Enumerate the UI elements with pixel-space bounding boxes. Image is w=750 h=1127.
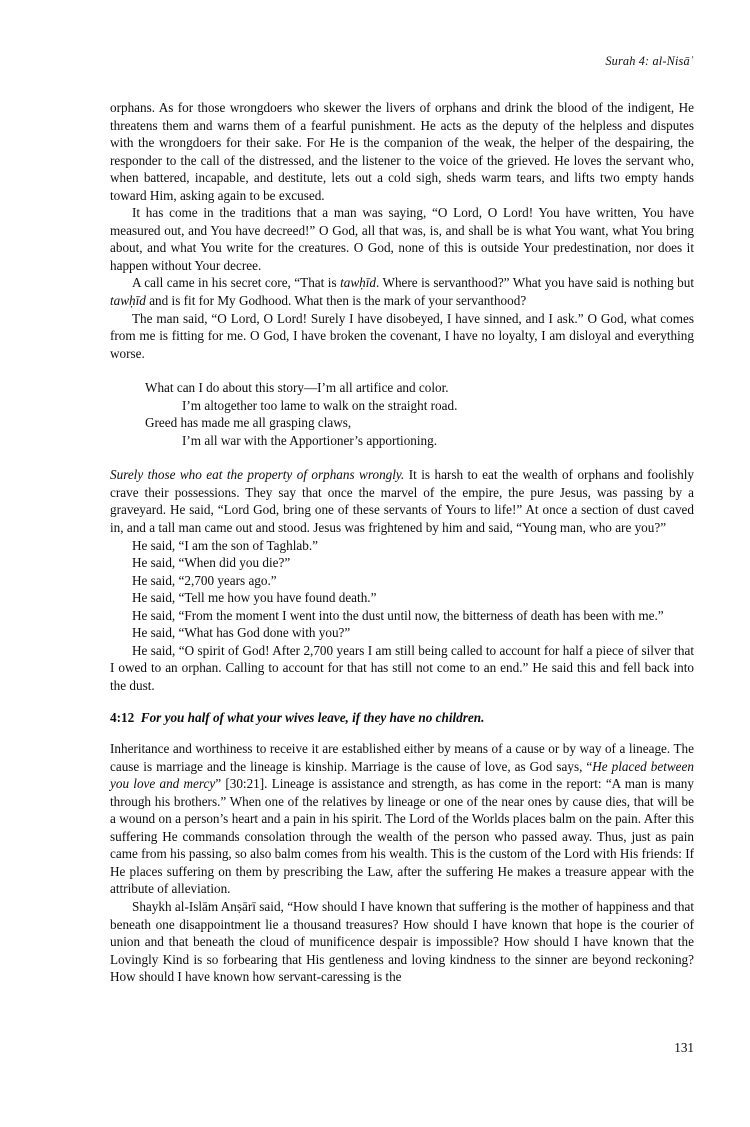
tawhid-term-second: tawḥīd [110, 293, 146, 309]
verse-text: For you half of what your wives leave, if they have no children. [140, 709, 485, 725]
quran-quote-3021: He placed between you love and mercy [110, 758, 694, 792]
poem-line: I’m altogether too lame to walk on the straight road. [182, 397, 458, 413]
poem-line: What can I do about this story—I’m all artifice and color. [145, 380, 449, 396]
inheritance-text-part-1: Inheritance and worthiness to receive it are established either by means of a cause or by way of a lineage. The cause is marriage and the lineage is kinship. Marriage is the cause of love, as God says, “ [110, 741, 694, 774]
spacer-after-poem [110, 449, 694, 466]
paragraph-orphans: orphans. As for those wrongdoers who skewer the livers of orphans and drink the blood of the indigent, He threatens them and warns them of a fearful punishment. He acts as the deputy of the helpless and disputes with the wrongdoers for their sake. For He is the companion of the weak, the helper of the despairing, the responder to the call of the distressed, and the listener to the voice of the grieved. He loves the servant who, when battered, incapable, and destitute, lets out a cold sigh, sheds warm tears, and lifts two empty hands toward Him, asking again to be excused. [110, 100, 694, 203]
verse-heading [110, 709, 694, 727]
poem-line: I’m all war with the Apportioner’s apportioning. [182, 432, 438, 448]
dialogue-line: He said, “Tell me how you have found death.” [132, 590, 377, 606]
dialogue-line: He said, “When did you die?” [132, 555, 291, 571]
spacer-after-verse-heading [110, 726, 694, 740]
page-number: 131 [674, 1040, 694, 1055]
paragraph-ansari: Shaykh al-Islām Anṣārī said, “How should I have known that suffering is the mother of happiness and that beneath one disappointment lie a thousand treasures? How should I have known that hope is the courier of union and that beneath the cloud of munificence despair is impossible? How should I have known that the Lovingly Kind is so forbearing that His gentleness and loving kindness to the sinner are beyond reckoning? How should I have known how servant-caressing is the [110, 898, 694, 985]
poem-block [110, 379, 694, 449]
paragraph-inheritance [110, 740, 694, 898]
running-header: Surah 4: al-Nisāʾ [605, 54, 694, 68]
dialogue-line: He said, “O spirit of God! After 2,700 years I am still being called to account for half a piece of silver that I owed to an orphan. Calling to account for that has still not come to an end.” He said this and fell back into the dust. [110, 642, 694, 693]
verse-number: 4:12 [110, 709, 135, 725]
tawhid-term-first: tawḥīd [340, 275, 376, 291]
spacer-before-verse-heading [110, 695, 694, 709]
dialogue-line: He said, “What has God done with you?” [132, 625, 351, 641]
dialogue-line: He said, “From the moment I went into the dust until now, the bitterness of death has been with me.” [132, 607, 664, 623]
call-text-part-2: . Where is servanthood?” What you have said is nothing but [375, 275, 694, 291]
poem-line: Greed has made me all grasping claws, [145, 415, 352, 431]
text-block [110, 99, 694, 986]
lemma-orphans: Surely those who eat the property of orphans wrongly. [110, 467, 405, 483]
paragraph-call-secret-core [110, 274, 694, 309]
call-text-part-1: A call came in his secret core, “That is [132, 275, 341, 291]
inheritance-text-part-2: ” [30:21]. Lineage is assistance and strength, as has come in the report: “A man is many through his brothers.” When one of the relatives by lineage or one of the near ones by cause dies, that will be a wound on a person’s heart and a pain in his spirit. The Lord of the Worlds places balm on the pain. After this suffering He commands consolation through the wealth of the person who passed away. Thus, just as pain came from his passing, so also balm comes from his wealth. This is the custom of the Lord with His friends: If He places suffering on them by prescribing the Law, after the suffering He makes a treasure appear with the attribute of alleviation. [110, 776, 694, 897]
dialogue-line: He said, “I am the son of Taghlab.” [132, 537, 318, 553]
call-text-part-3: and is fit for My Godhood. What then is the mark of your servanthood? [145, 293, 527, 309]
verse-heading-space [134, 710, 141, 725]
dialogue-line: He said, “2,700 years ago.” [132, 572, 277, 588]
paragraph-man-said: The man said, “O Lord, O Lord! Surely I have disobeyed, I have sinned, and I ask.” O God, what comes from me is fitting for me. O God, I have broken the covenant, I have no loyalty, I am disloyal and everything worse. [110, 310, 694, 361]
spacer-before-poem [110, 362, 694, 379]
paragraph-lemma-orphans [110, 466, 694, 536]
paragraph-traditions: It has come in the traditions that a man was saying, “O Lord, O Lord! You have written, You have measured out, and You have decreed!” O God, all that was, is, and shall be is what You want, what You bring about, and what You write for the creatures. O God, none of this is outside Your predestination, nor does it happen without Your decree. [110, 205, 694, 273]
lemma-commentary: It is harsh to eat the wealth of orphans and foolishly crave their possessions. They say that once the marvel of the empire, the pure Jesus, was passing by a graveyard. He said, “Lord God, bring one of these servants of Yours to life!” At once a section of dust caved in, and a tall man came out and stood. Jesus was frightened by him and said, “Young man, who are you?” [110, 467, 694, 536]
